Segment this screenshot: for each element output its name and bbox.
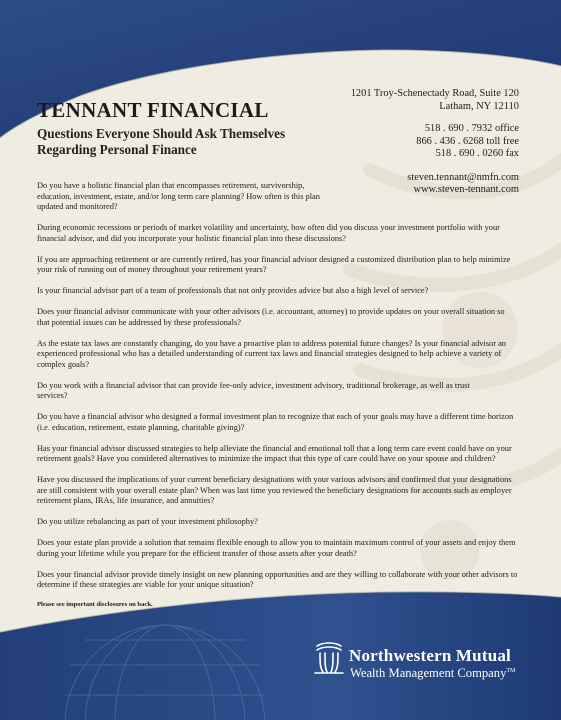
question-item: Do you have a holistic financial plan that encompasses retirement, survivorship, education, investment, estate, and/or long term care planning? How often is this plan updated and monitored? — [37, 181, 320, 211]
logo-line-1: Northwestern Mutual — [349, 646, 511, 665]
address-line-2: Latham, NY 12110 — [439, 100, 519, 112]
question-item: Does your financial advisor provide timely insight on new planning opportunities and are they willing to collaborate with your other advisors to determine if these strategies are viable for your unique situation? — [37, 569, 518, 589]
address-line-1: 1201 Troy-Schenectady Road, Suite 120 — [350, 88, 519, 99]
website-link[interactable]: www.steven-tennant.com — [413, 184, 519, 195]
phone-office: 518 . 690 . 7932 office — [424, 123, 519, 134]
question-item: During economic recessions or periods of market volatility and uncertainty, how often did you discuss your investment portfolio with your financial advisor, and did you incorporate your holistic financial plan into these discussions? — [37, 223, 500, 243]
question-item: Has your financial advisor discussed strategies to help alleviate the financial and emotional toll that a long term care event could have on your retirement goals? Have you considered alternatives to minimize the impact that this type of care could have on your spouse and children? — [37, 443, 512, 463]
question-item: Do you utilize rebalancing as part of your investment philosophy? — [37, 517, 258, 526]
question-item: Have you discussed the implications of your current beneficiary designations with your various advisors and confirmed that your designations are still consistent with your overall estate plan? When was last time you reviewed the beneficiary designations for accounts such as employer retirement plans, IRAs, life insurance, and annuities? — [37, 475, 512, 505]
question-item: Does your estate plan provide a solution that remains flexible enough to allow you to maintain maximum control of your assets and enjoy them during your lifetime while you prepare for the efficient transfer of those assets after your death? — [37, 538, 516, 558]
northwestern-mutual-logo — [313, 640, 533, 688]
page-subtitle: Questions Everyone Should Ask Themselves Regarding Personal Finance — [37, 126, 286, 157]
question-item: Does your financial advisor communicate with your other advisors (i.e. accountant, attorney) to provide updates on your overall situation so that potential issues can be addressed by these professionals? — [37, 307, 505, 327]
logo-line-2: Wealth Management Company — [350, 666, 507, 680]
phone-tollfree: 866 . 436 . 6268 toll free — [416, 135, 519, 147]
question-item: Is your financial advisor part of a team of professionals that not only provides advice but also a high level of service? — [37, 286, 429, 295]
question-item: If you are approaching retirement or are currently retired, has your financial advisor designed a customized distribution plan to help minimize your risk of running out of money throughout your retirement years? — [37, 254, 511, 274]
questions-list — [37, 181, 519, 621]
phone-fax: 518 . 690 . 0260 fax — [435, 148, 519, 159]
question-item: Do you work with a financial advisor that can provide fee-only advice, investment advisory, traditional brokerage, as well as trust services? — [37, 380, 470, 400]
company-name: TENNANT FINANCIAL — [37, 98, 269, 122]
logo-emblem-icon — [313, 640, 345, 676]
question-item: Do you have a financial advisor who designed a formal investment plan to recognize that each of your goals may have a different time horizon (i.e. education, retirement, estate planning, charitable giving)? — [37, 412, 514, 432]
email-link[interactable]: steven.tennant@nmfn.com — [407, 171, 519, 183]
question-item: As the estate tax laws are constantly changing, do you have a proactive plan to address potential future changes? Is your financial advisor an experienced professional who has a detailed understanding of current tax laws and financial strategies designed to help achieve a variety of complex goals? — [37, 338, 506, 369]
disclosure-note: Please see important disclosures on back. — [37, 601, 153, 608]
trademark-symbol: TM — [506, 667, 516, 674]
